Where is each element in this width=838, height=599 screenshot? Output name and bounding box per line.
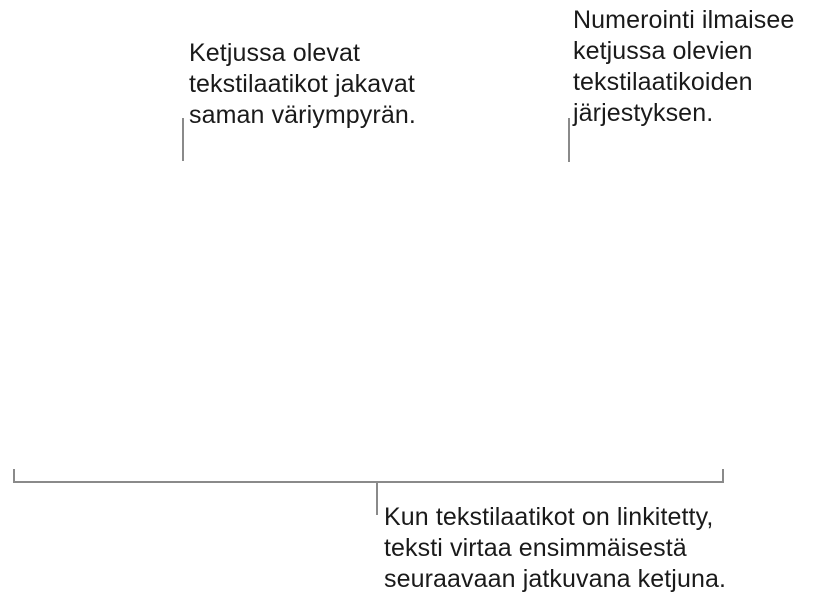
bracket-horizontal [13,481,724,483]
callout-numbering-order [573,5,794,129]
callout-line: seuraavaan jatkuvana ketjuna. [384,565,727,593]
callout-line: ketjussa olevien [573,37,753,65]
callout-line: Numerointi ilmaisee [573,6,795,34]
bracket-center-stem [376,481,378,515]
callout-line: tekstilaatikoiden [573,68,753,96]
bracket-right-tick [722,469,724,483]
callout-line: saman väriympyrän. [189,101,416,129]
callout-line: järjestyksen. [573,99,714,127]
callout-linked-flow [384,502,726,595]
callout-line: Kun tekstilaatikot on linkitetty, [384,503,714,531]
leader-line-shared-color-circle [182,118,184,161]
callout-shared-color-circle [189,38,416,131]
callout-line: Ketjussa olevat [189,39,361,67]
callout-line: tekstilaatikot jakavat [189,70,415,98]
callout-line: teksti virtaa ensimmäisestä [384,534,687,562]
bracket-left-tick [13,469,15,483]
leader-line-numbering-order [568,118,570,162]
